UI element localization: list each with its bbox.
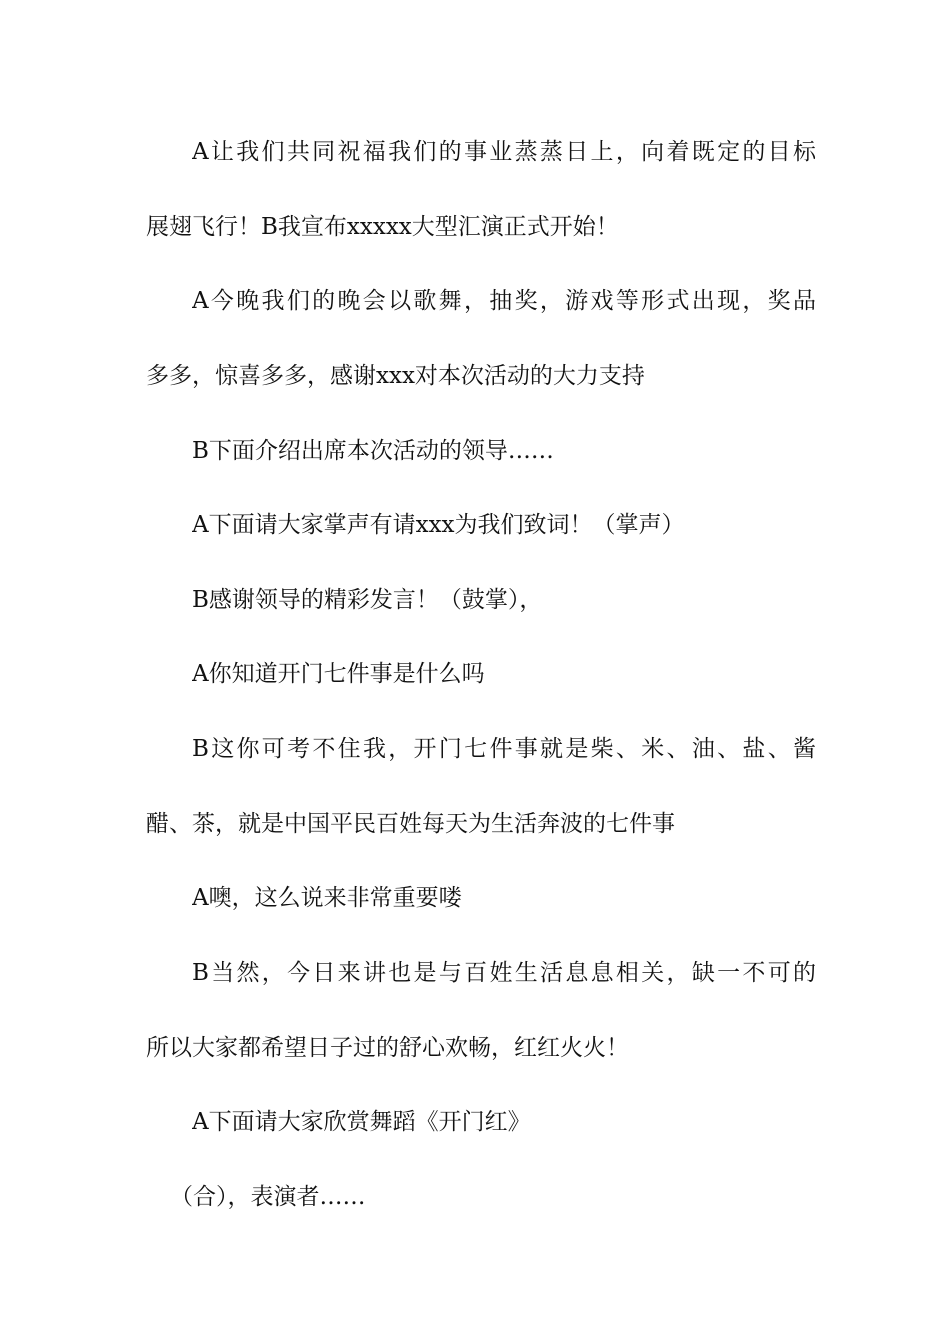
paragraph-line: 所以大家都希望日子过的舒心欢畅，红红火火！ [146,1035,629,1061]
paragraph-line: B感谢领导的精彩发言！（鼓掌）， [192,587,543,613]
paragraph-line: B这你可考不住我，开门七件事就是柴、米、油、盐、酱 [192,736,816,762]
paragraph-line: （合），表演者…… [170,1184,366,1210]
paragraph-line: B当然，今日来讲也是与百姓生活息息相关，缺一不可的 [192,960,816,986]
paragraph-line: 展翅飞行！B我宣布xxxxx大型汇演正式开始！ [146,214,619,240]
paragraph-line: A你知道开门七件事是什么吗 [192,661,485,687]
paragraph-line: A让我们共同祝福我们的事业蒸蒸日上，向着既定的目标 [192,139,816,165]
paragraph-line: A下面请大家欣赏舞蹈《开门红》 [192,1109,531,1135]
paragraph-line: 多多，惊喜多多，感谢xxx对本次活动的大力支持 [146,363,645,389]
paragraph-line: A今晚我们的晚会以歌舞，抽奖，游戏等形式出现，奖品 [192,288,816,314]
paragraph-line: 醋、茶，就是中国平民百姓每天为生活奔波的七件事 [146,811,675,837]
paragraph-line: A噢，这么说来非常重要喽 [192,885,462,911]
paragraph-line: B下面介绍出席本次活动的领导…… [192,438,554,464]
paragraph-line: A下面请大家掌声有请xxx为我们致词！（掌声） [192,512,685,538]
